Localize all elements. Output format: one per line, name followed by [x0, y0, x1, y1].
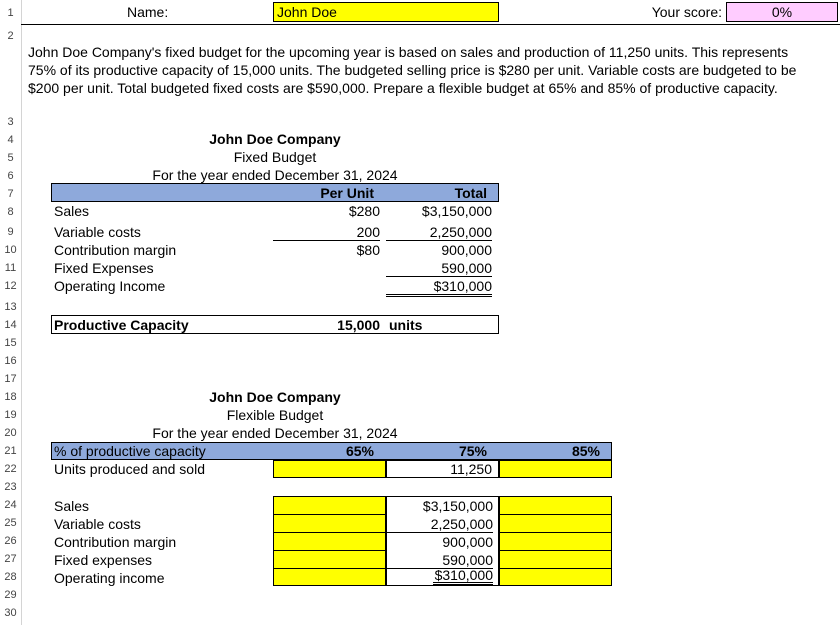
row-number[interactable]: 17: [4, 373, 17, 385]
description-line: John Doe Company's fixed budget for the upcoming year is based on sales and production of 11,250 units. This represents: [28, 44, 789, 60]
row-number[interactable]: 19: [4, 409, 17, 421]
contribution-margin-75-value: 900,000: [442, 534, 493, 550]
contribution-margin-65-input[interactable]: [274, 533, 385, 551]
row-number[interactable]: 5: [7, 152, 14, 164]
sales-65-input[interactable]: [274, 497, 385, 515]
row-number[interactable]: 12: [4, 280, 17, 292]
col-75-header: 75%: [458, 443, 487, 459]
fixed-row-per-unit: $80: [356, 242, 380, 258]
sales-75-value: $3,150,000: [422, 498, 493, 514]
row-number[interactable]: 14: [4, 319, 17, 331]
flex-capacity-row: [51, 442, 612, 460]
row-number[interactable]: 23: [4, 481, 17, 493]
flex-budget-period: For the year ended December 31, 2024: [152, 425, 398, 441]
fixed-budget-period: For the year ended December 31, 2024: [152, 167, 398, 183]
col-65-header: 65%: [345, 443, 374, 459]
flex-budget-title: Flexible Budget: [226, 407, 324, 423]
row-number[interactable]: 25: [4, 517, 17, 529]
fixed-company-name: John Doe Company: [209, 131, 341, 147]
flex-row-label: Contribution margin: [54, 534, 177, 550]
row-number[interactable]: 24: [4, 499, 17, 511]
row-number[interactable]: 9: [7, 226, 14, 238]
score-label: Your score:: [651, 4, 722, 20]
col-65-input-block: [273, 496, 386, 586]
row1-divider: [21, 24, 840, 25]
capacity-label: Productive Capacity: [54, 317, 189, 333]
col-85-header: 85%: [571, 443, 600, 459]
row-number[interactable]: 3: [7, 116, 14, 128]
capacity-value: 15,000: [337, 317, 380, 333]
fixed-expenses-65-input[interactable]: [274, 551, 385, 569]
fixed-row-total: 2,250,000: [386, 224, 492, 241]
units-75-value: 11,250: [386, 460, 499, 478]
row-number[interactable]: 18: [4, 391, 17, 403]
per-unit-header: Per Unit: [320, 185, 374, 201]
operating-income-65-input[interactable]: [274, 569, 385, 585]
row-number[interactable]: 15: [4, 337, 17, 349]
total-header: Total: [454, 185, 487, 201]
operating-income-85-input[interactable]: [500, 569, 611, 585]
flex-row-label: Operating income: [54, 570, 165, 586]
name-label: Name:: [127, 4, 169, 20]
fixed-expenses-75-value: 590,000: [387, 552, 493, 569]
flex-row-label: Variable costs: [54, 516, 141, 532]
operating-income-75-value: $310,000: [434, 567, 493, 583]
row-number[interactable]: 10: [4, 244, 17, 256]
row-number[interactable]: 7: [7, 188, 14, 200]
flex-company-name: John Doe Company: [209, 389, 341, 405]
row-number[interactable]: 22: [4, 463, 17, 475]
row-header-column: [0, 0, 22, 625]
row-number[interactable]: 20: [4, 427, 17, 439]
fixed-row-per-unit: 200: [273, 224, 380, 241]
fixed-row-total: 590,000: [386, 260, 492, 277]
col-75-value-block: [386, 496, 499, 586]
fixed-row-label: Contribution margin: [54, 242, 177, 258]
row-number[interactable]: 29: [4, 589, 17, 601]
fixed-row-label: Operating Income: [54, 278, 166, 294]
col-85-input-block: [499, 496, 612, 586]
fixed-row-label: Variable costs: [54, 224, 141, 240]
contribution-margin-85-input[interactable]: [500, 533, 611, 551]
row-number[interactable]: 16: [4, 355, 17, 367]
row-number[interactable]: 4: [7, 134, 14, 146]
description-line: 75% of its productive capacity of 15,000 units. The budgeted selling price is $280 per unit. Variable costs are budgeted to be: [28, 62, 797, 78]
row-number[interactable]: 11: [4, 262, 17, 274]
problem-description: [28, 43, 796, 97]
row-number[interactable]: 8: [7, 206, 14, 218]
row-number[interactable]: 1: [7, 7, 14, 19]
fixed-row-label: Sales: [54, 203, 90, 219]
row-number[interactable]: 27: [4, 553, 17, 565]
productive-capacity-box: [51, 315, 499, 334]
variable-costs-85-input[interactable]: [500, 515, 611, 533]
row-number[interactable]: 28: [4, 571, 17, 583]
flex-row-label: Sales: [54, 498, 90, 514]
sales-85-input[interactable]: [500, 497, 611, 515]
capacity-unit: units: [389, 317, 423, 333]
fixed-row-total: $3,150,000: [421, 203, 492, 219]
description-line: $200 per unit. Total budgeted fixed costs are $590,000. Prepare a flexible budget at 65% and 85% of productive capacity.: [28, 80, 778, 96]
fixed-budget-title: Fixed Budget: [233, 149, 317, 165]
flex-row-label: Fixed expenses: [54, 552, 153, 568]
units-label: Units produced and sold: [54, 461, 205, 477]
row-number[interactable]: 21: [4, 445, 17, 457]
row-number[interactable]: 13: [4, 301, 17, 313]
fixed-row-total: $310,000: [386, 278, 492, 297]
row-number[interactable]: 2: [7, 30, 14, 42]
row-number[interactable]: 30: [4, 607, 17, 619]
row-number[interactable]: 26: [4, 535, 17, 547]
fixed-row-per-unit: $280: [348, 203, 380, 219]
name-input[interactable]: John Doe: [273, 2, 499, 22]
fixed-expenses-85-input[interactable]: [500, 551, 611, 569]
row-number[interactable]: 6: [7, 170, 14, 182]
units-65-input[interactable]: [273, 460, 386, 478]
fixed-row-total: 900,000: [441, 242, 492, 258]
units-85-input[interactable]: [499, 460, 612, 478]
flex-row-labels: [54, 497, 176, 587]
capacity-row-label: % of productive capacity: [54, 443, 206, 459]
fixed-budget-header-row: [51, 183, 499, 202]
variable-costs-65-input[interactable]: [274, 515, 385, 533]
fixed-row-label: Fixed Expenses: [54, 260, 154, 276]
score-value: 0%: [726, 2, 838, 22]
variable-costs-75-value: 2,250,000: [387, 516, 493, 533]
